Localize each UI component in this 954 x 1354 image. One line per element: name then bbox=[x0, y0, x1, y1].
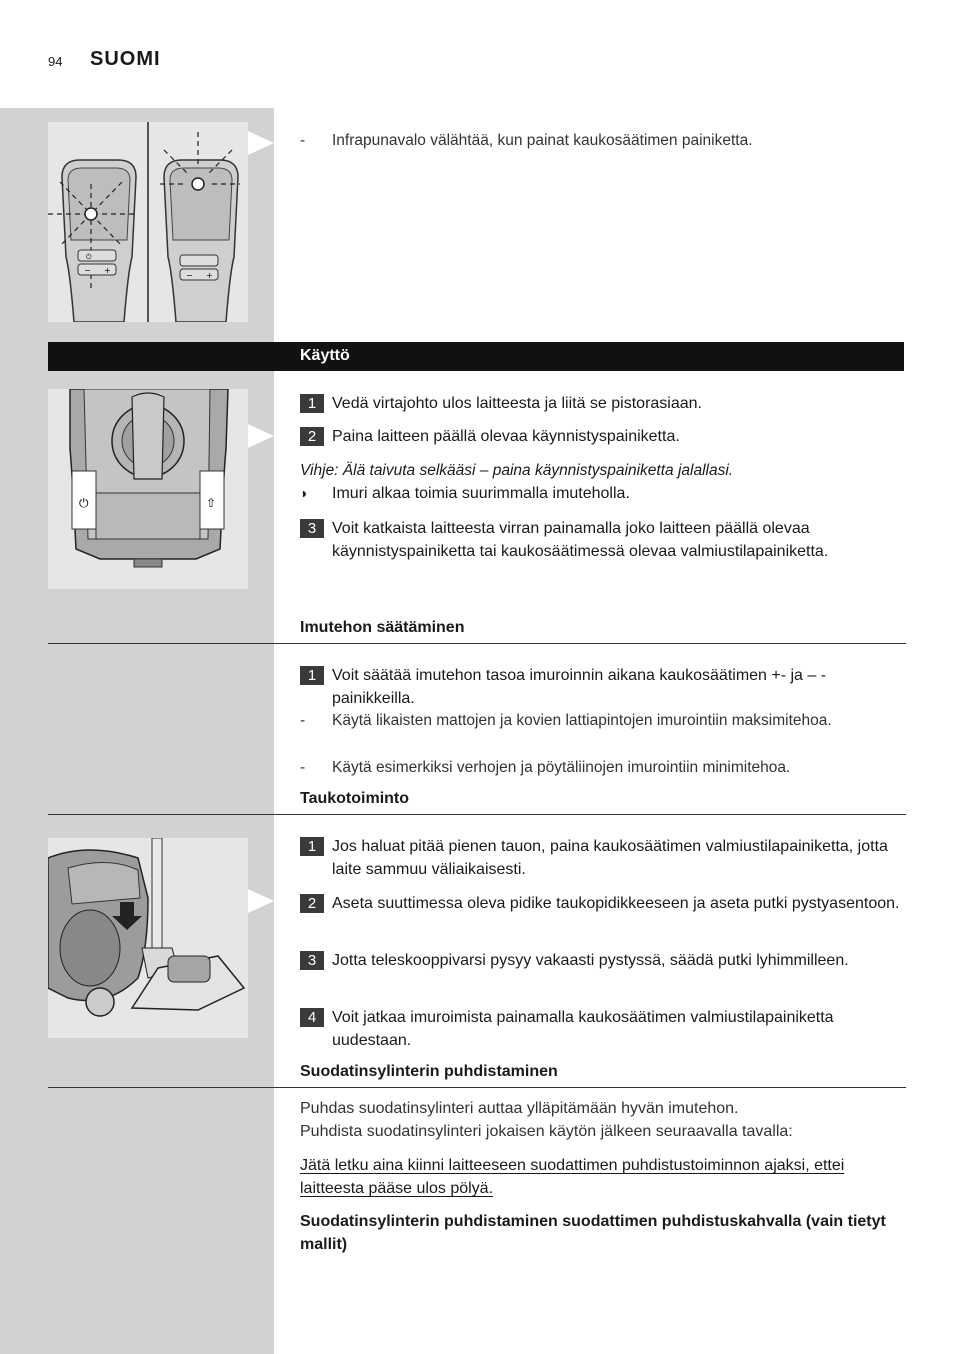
divider bbox=[48, 1087, 906, 1088]
power-icon: ⏻ bbox=[79, 496, 89, 510]
heading-taukotoiminto: Taukotoiminto bbox=[300, 790, 410, 807]
step-kaytto-3: 3 Voit katkaista laitteesta virran painamalla joko laitteen päällä olevaa käynnistyspainiketta tai kaukosäätimessä olevaa valmiustilapainiketta. bbox=[300, 517, 900, 563]
bullet-infrared: - Infrapunavalo välähtää, kun painat kaukosäätimen painiketta. bbox=[300, 132, 753, 149]
result-text: ◗ Imuri alkaa toimia suurimmalla imuteholla. bbox=[300, 482, 900, 505]
figure-pointer bbox=[248, 131, 274, 155]
divider bbox=[48, 643, 906, 644]
figure-remote-controls bbox=[48, 122, 248, 322]
step-tauko-4: 4 Voit jatkaa imuroimista painamalla kaukosäätimen valmiustilapainiketta uudestaan. bbox=[300, 1006, 900, 1052]
svg-text:+: + bbox=[206, 271, 213, 280]
svg-text:−: − bbox=[186, 271, 193, 280]
section-bar-kaytto bbox=[48, 342, 904, 371]
section-title-kaytto: Käyttö bbox=[300, 347, 350, 364]
page-number: 94 bbox=[48, 54, 63, 69]
step-tauko-1: 1 Jos haluat pitää pienen tauon, paina kaukosäätimen valmiustilapainiketta, jotta laite sammuu väliaikaisesti. bbox=[300, 835, 900, 881]
step-tauko-2: 2 Aseta suuttimessa oleva pidike taukopidikkeeseen ja aseta putki pystyasentoon. bbox=[300, 892, 900, 915]
divider bbox=[48, 814, 906, 815]
figure-parking-position bbox=[48, 838, 248, 1038]
heading-imutehon: Imutehon säätäminen bbox=[300, 619, 465, 636]
figure-pointer bbox=[248, 889, 274, 913]
language-heading: SUOMI bbox=[90, 48, 161, 70]
step-imutehon-1: 1 Voit säätää imutehon tasoa imuroinnin aikana kaukosäätimen +- ja – -painikkeilla. bbox=[300, 664, 900, 710]
svg-text:⇧: ⇧ bbox=[206, 496, 217, 510]
warning-text: Jätä letku aina kiinni laitteeseen suodattimen puhdistustoiminnon ajaksi, ettei laitteesta pääse ulos pölyä. bbox=[300, 1157, 845, 1197]
figure-vacuum-top bbox=[48, 389, 248, 589]
paragraph-line-2: Puhdista suodatinsylinteri jokaisen käytön jälkeen seuraavalla tavalla: bbox=[300, 1123, 793, 1140]
remote-right bbox=[160, 132, 240, 322]
plus-icon: + bbox=[104, 266, 111, 275]
paragraph-line-1: Puhdas suodatinsylinteri auttaa ylläpitämään hyvän imutehon. bbox=[300, 1100, 739, 1117]
subheading-filter-handle: Suodatinsylinterin puhdistaminen suodattimen puhdistuskahvalla (vain tietyt mallit) bbox=[300, 1213, 886, 1253]
figure-pointer bbox=[248, 424, 274, 448]
step-kaytto-2: 2 Paina laitteen päällä olevaa käynnistyspainiketta. bbox=[300, 425, 900, 448]
bullet-max-power: - Käytä likaisten mattojen ja kovien lattiapintojen imurointiin maksimitehoa. bbox=[300, 712, 832, 729]
minus-icon: − bbox=[84, 266, 91, 275]
step-kaytto-1: 1 Vedä virtajohto ulos laitteesta ja liitä se pistorasiaan. bbox=[300, 392, 900, 415]
bullet-min-power: - Käytä esimerkiksi verhojen ja pöytäliinojen imurointiin minimitehoa. bbox=[300, 759, 791, 776]
step-tauko-3: 3 Jotta teleskooppivarsi pysyy vakaasti pystyssä, säädä putki lyhimmilleen. bbox=[300, 949, 900, 972]
remote-left bbox=[48, 160, 136, 322]
heading-suodatin: Suodatinsylinterin puhdistaminen bbox=[300, 1063, 558, 1080]
tip-text: Vihje: Älä taivuta selkääsi – paina käynnistyspainiketta jalallasi. bbox=[300, 462, 734, 479]
power-icon: ⏻ bbox=[86, 253, 92, 261]
result-arrow-icon: ◗ bbox=[300, 485, 309, 501]
